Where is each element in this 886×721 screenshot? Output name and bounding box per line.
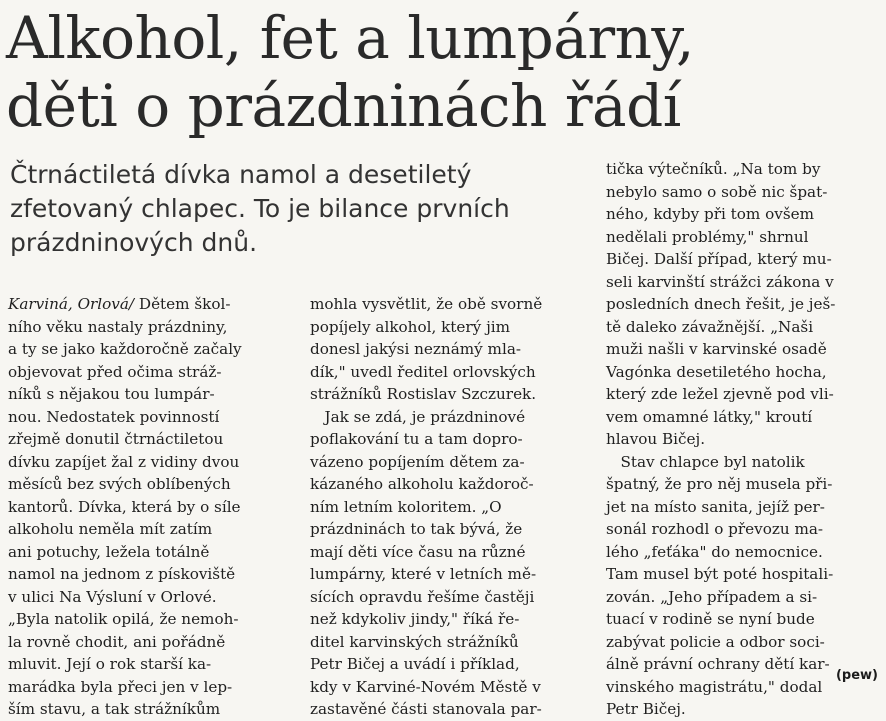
article-line: měsíců bez svých oblíbených — [8, 475, 231, 493]
article-line: než kdykoliv jindy," říká ře- — [310, 610, 520, 628]
article-line: álně právní ochrany dětí kar- — [606, 655, 830, 673]
article-line: a ty se jako každoročně začaly — [8, 340, 242, 358]
article-line: tuací v rodině se nyní bude — [606, 610, 815, 628]
lead-line: Čtrnáctiletá dívka namol a desetiletý — [10, 160, 472, 189]
article-line: dívku zapíjet žal z vidiny dvou — [8, 452, 240, 471]
article-line: la rovně chodit, ani pořádně — [8, 632, 226, 651]
article-line: ního věku nastaly prázdniny, — [8, 317, 228, 336]
article-line: vem omamné látky," kroutí — [606, 407, 813, 426]
article-line: ani potuchy, ležela totálně — [8, 542, 210, 561]
article-line — [8, 293, 300, 316]
article-line: Petr Bičej. — [606, 700, 686, 718]
column-1-lines — [8, 316, 300, 721]
article-line: tě daleko závažnější. „Naši — [606, 317, 814, 336]
article-line: mluvit. Její o rok starší ka- — [8, 655, 212, 673]
column-3-lines — [606, 158, 880, 721]
article-line: sonál rozhodl o převozu ma- — [606, 520, 824, 538]
column-2-lines — [310, 293, 596, 721]
article-line: donesl jakýsi neznámý mla- — [310, 340, 522, 358]
article-line: tička výtečníků. „Na tom by — [606, 160, 821, 178]
lead-line: prázdninových dnů. — [10, 228, 258, 257]
article-line: kázaného alkoholu každoroč- — [310, 475, 534, 493]
author-signature: (pew) — [835, 668, 878, 683]
article-line: objevovat před očima stráž- — [8, 362, 222, 381]
article-line: nedělali problémy," shrnul — [606, 227, 809, 246]
article-line: lumpárny, které v letních mě- — [310, 565, 537, 583]
article-line: špatný, že pro něj musela při- — [606, 475, 833, 493]
article-line: vázeno popíjením dětem za- — [310, 452, 525, 471]
article-column-2 — [310, 293, 596, 721]
article-line: Tam musel být poté hospitali- — [606, 565, 834, 583]
article-line: Stav chlapce byl natolik — [606, 452, 805, 471]
headline — [6, 4, 866, 140]
article-line: nou. Nedostatek povinností — [8, 407, 220, 426]
article-line: ním letním koloritem. „O — [310, 497, 502, 516]
article-line: strážníků Rostislav Szczurek. — [310, 385, 537, 403]
article-line: lého „feťáka" do nemocnice. — [606, 542, 823, 561]
article-column-1 — [8, 293, 300, 721]
article-line: poflakování tu a tam dopro- — [310, 430, 523, 448]
article-line: nebylo samo o sobě nic špat- — [606, 182, 828, 201]
article-line: seli karvinští strážci zákona v — [606, 272, 834, 291]
article-line: kdy v Karviné-Novém Městě v — [310, 677, 541, 696]
article-line: zřejmě donutil čtrnáctiletou — [8, 430, 224, 448]
article-line: Petr Bičej a uvádí i příklad, — [310, 655, 520, 673]
article-line: Jak se zdá, je prázdninové — [310, 407, 526, 426]
lead-line: zfetovaný chlapec. To je bilance prvních — [10, 194, 510, 223]
article-line: jet na místo sanita, jejíž per- — [606, 497, 825, 516]
article-column-3 — [606, 158, 880, 721]
lead-paragraph — [10, 158, 595, 260]
article-line: sících opravdu řešíme častěji — [310, 587, 535, 606]
article-line: namol na jednom z pískoviště — [8, 565, 236, 583]
article-line: „Byla natolik opilá, že nemoh- — [8, 610, 239, 628]
article-line: zován. „Jeho případem a si- — [606, 587, 818, 606]
article-line: posledních dnech řešit, je ješ- — [606, 295, 836, 313]
article-line: v ulici Na Výsluní v Orlové. — [8, 587, 217, 606]
article-line: marádka byla přeci jen v lep- — [8, 677, 233, 696]
article-line: ného, kdyby při tom ovšem — [606, 205, 815, 223]
article-line: prázdninách to tak bývá, že — [310, 520, 523, 538]
article-line: mají děti více času na různé — [310, 542, 526, 561]
article-line: níků s nějakou tou lumpár- — [8, 385, 215, 403]
article-line: muži našli v karvinské osadě — [606, 340, 827, 358]
article-line: Vagónka desetiletého hocha, — [606, 362, 827, 381]
article-line: popíjely alkohol, který jim — [310, 317, 511, 336]
article-line: který zde ležel zjevně pod vli- — [606, 385, 834, 403]
first-line-text: Dětem škol- — [134, 295, 231, 313]
headline-line-2: děti o prázdninách řádí — [6, 72, 681, 140]
article-line: zabývat policie a odbor soci- — [606, 632, 825, 651]
article-line: hlavou Bičej. — [606, 430, 706, 448]
headline-line-1: Alkohol, fet a lumpárny, — [6, 4, 694, 72]
article-line: ším stavu, a tak strážníkům — [8, 700, 221, 718]
article-line: mohla vysvětlit, že obě svorně — [310, 295, 543, 313]
article-line: vinského magistrátu," dodal — [606, 677, 823, 696]
article-line: ditel karvinských strážníků — [310, 632, 519, 651]
dateline: Karviná, Orlová/ — [8, 295, 135, 313]
article-line: alkoholu neměla mít zatím — [8, 520, 213, 538]
article-line: zastavěné části stanovala par- — [310, 700, 542, 718]
article-line: kantorů. Dívka, která by o síle — [8, 497, 241, 516]
article-line: Bičej. Další případ, který mu- — [606, 250, 832, 268]
article-line: dík," uvedl ředitel orlovských — [310, 362, 536, 381]
